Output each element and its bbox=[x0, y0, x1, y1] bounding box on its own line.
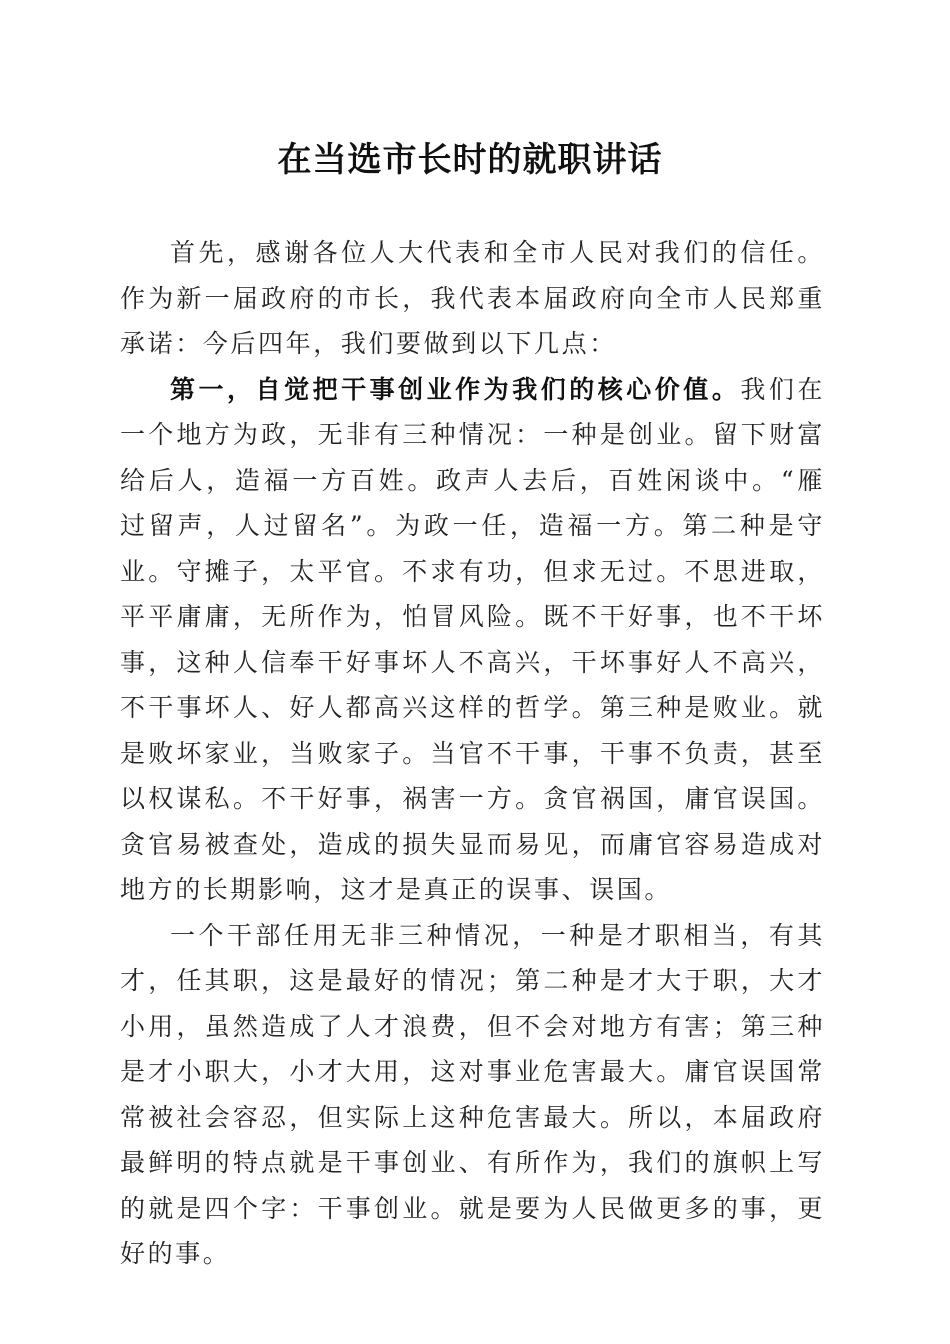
paragraph-2-lead: 第一，自觉把干事创业作为我们的核心价值。 bbox=[170, 374, 741, 404]
paragraph-3 bbox=[120, 913, 825, 1277]
paragraph-1-text: 首先，感谢各位人大代表和全市人民对我们的信任。作为新一届政府的市长，我代表本届政府向全市人民郑重承诺：今后四年，我们要做到以下几点： bbox=[120, 238, 825, 358]
paragraph-3-text: 一个干部任用无非三种情况，一种是才职相当，有其才，任其职，这是最好的情况；第二种是才大于职，大才小用，虽然造成了人才浪费，但不会对地方有害；第三种是才小职大，小才大用，这对事业危害最大。庸官误国常常被社会容忍，但实际上这种危害最大。所以，本届政府最鲜明的特点就是干事创业、有所作为，我们的旗帜上写的就是四个字：干事创业。就是要为人民做更多的事，更好的事。 bbox=[120, 920, 825, 1268]
paragraph-2 bbox=[120, 367, 825, 913]
paragraph-1 bbox=[120, 230, 825, 367]
document-title: 在当选市长时的就职讲话 bbox=[277, 140, 663, 180]
paragraph-2-text: 我们在一个地方为政，无非有三种情况：一种是创业。留下财富给后人，造福一方百姓。政声人去后，百姓闲谈中。“雁过留声，人过留名”。为政一任，造福一方。第二种是守业。守摊子，太平官。不求有功，但求无过。不思进取，平平庸庸，无所作为，怕冒风险。既不干好事，也不干坏事，这种人信奉干好事坏人不高兴，干坏事好人不高兴，不干事坏人、好人都高兴这样的哲学。第三种是败业。就是败坏家业，当败家子。当官不干事，干事不负责，甚至以权谋私。不干好事，祸害一方。贪官祸国，庸官误国。贪官易被查处，造成的损失显而易见，而庸官容易造成对地方的长期影响，这才是真正的误事、误国。 bbox=[120, 374, 825, 904]
document-body bbox=[120, 230, 825, 1277]
